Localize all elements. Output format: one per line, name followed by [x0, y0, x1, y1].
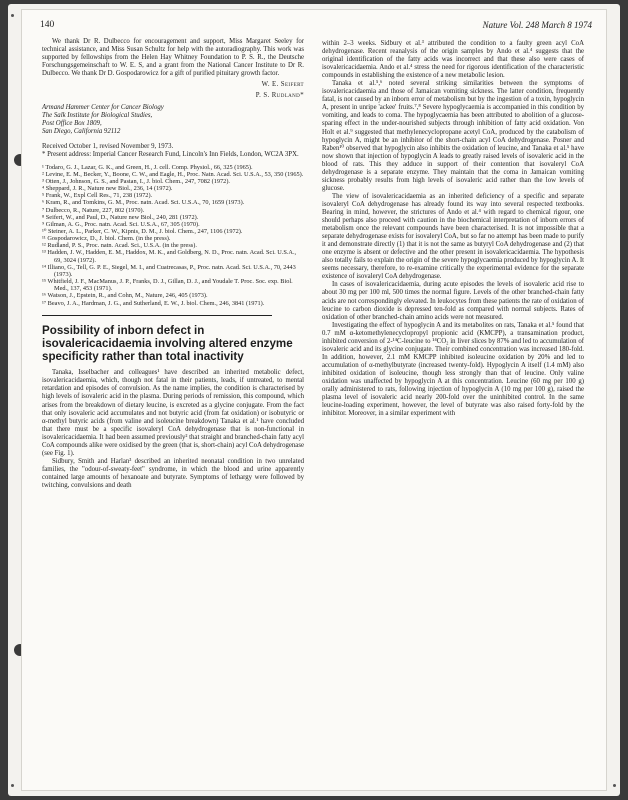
reference-item: ¹⁵ Whitfield, J. F., MacManus, J. P., Franks, D. J., Gillan, D. J., and Youdale T. Proc. Soc. exp. Biol. Med., 137, 453 (1971). — [42, 278, 293, 293]
reference-item: ¹⁰ Steiner, A. L., Parker, C. W., Kipnis, D. M., J. biol. Chem., 247, 1106 (1972). — [42, 228, 243, 236]
reference-item: ⁶ Kram, R., and Tomkins, G. M., Proc. natn. Acad. Sci. U.S.A., 70, 1659 (1973). — [42, 199, 245, 207]
present-address-note: * Present address: Imperial Cancer Research Fund, Lincoln's Inn Fields, London, WC2A 3PX. — [42, 150, 299, 158]
right-column — [322, 40, 584, 418]
reference-item: ⁴ Sheppard, J. R., Nature new Biol., 236, 14 (1972). — [42, 185, 173, 193]
section-divider — [42, 315, 272, 316]
received-date: Received October 1, revised November 9, 1973. — [42, 142, 174, 150]
article-title: Possibility of inborn defect in isovalericacidaemia involving altered enzyme specificity rather than total inactivity — [42, 323, 293, 364]
reference-item: ⁸ Seifert, W., and Paul, D., Nature new Biol., 240, 281 (1972). — [42, 213, 199, 221]
reference-item: ¹¹ Gospodarowicz, D., J. biol. Chem. (in the press). — [42, 235, 171, 243]
page-number: 140 — [40, 20, 55, 30]
reference-item: ¹⁶ Watson, J., Epstein, R., and Cohn, M., Nature, 246, 405 (1973). — [42, 292, 208, 300]
author-signature: W. E. Seifert — [261, 81, 304, 89]
scanned-sheet — [8, 4, 620, 796]
address-line: The Salk Institute for Biological Studies, — [42, 112, 153, 120]
left-column — [42, 38, 304, 490]
reference-item: ¹⁴ Illiano, G., Tell, G. P. E., Siegel, M. I., and Cuatrecasas, P., Proc. natn. Acad. Sci. U.S.A., 70, 2443 (1973). — [42, 263, 296, 278]
reference-item: ¹² Rudland, P. S., Proc. natn. Acad. Sci., U.S.A. (in the press). — [42, 242, 197, 250]
corner-mark — [11, 784, 14, 787]
address-line: San Diego, California 92112 — [42, 128, 121, 136]
journal-page — [22, 10, 606, 790]
corner-mark — [11, 14, 14, 17]
article-paragraph: Tanaka et al.⁵,⁶ noted several striking similarities between the symptoms of isovalericacidaemia and those of Jamaican vomiting sickness. The latter condition, frequently fatal, is not caused by an inborn error of metabolism but by the ingestion of a toxin, hypoglycin A, present in unripe 'ackee' fruits.⁷,⁸ Severe hypoglycaemia is accompanied in this condition by vomiting, and leads to coma. The hypoglycaemia has been attributed to abolition of a glucose-sparing effect in the under-nourished subjects through inhibition of fatty acid oxidation. Von Holt et al.⁹ suggested that methylenecyclopropane acetyl CoA, produced by the catabolism of hypoglycin A, might be an inhibitor of the short-chain acyl CoA dehydrogenase. Posner and Raben¹⁰ observed that hypoglycin also inhibits the oxidation of leucine, and Tanaka et al.⁵ have now shown that injection of hypoglycin A leads to greatly raised levels of isovaleric acid in the blood of rats. This they adduce in support of their contention that isovaleryl CoA dehydrogenase is a separate enzyme. They maintain that the coma in Jamaican vomiting sickness probably results from high levels of isovaleric acid rather than the low levels of glucose. — [322, 80, 584, 192]
address-line: Armand Hammer Center for Cancer Biology — [42, 104, 164, 112]
author-signature: P. S. Rudland* — [255, 92, 304, 100]
reference-item: ³ Otten, J., Johnson, G. S., and Pastan, I., J. biol. Chem., 247, 7082 (1972). — [42, 177, 230, 185]
reference-item: ² Levine, E. M., Becker, Y., Boone, C. W., and Eagle, H., Proc. Natn. Acad. Sci. U.S.A., 53, 350 (1965). — [42, 170, 304, 178]
reference-item: ⁹ Gilman, A. G., Proc. natn. Acad. Sci. U.S.A., 67, 305 (1970). — [42, 220, 200, 228]
article-paragraph: Sidbury, Smith and Harlan³ described an inherited neonatal condition in two unrelated families, the "odour-of-sweaty-feet" syndrome, in which the blood and urine apparently contained large amounts of hexanoate and butyrate. Symptoms of lethargy were followed by twitching, convulsions and death — [42, 457, 304, 489]
corner-mark — [613, 784, 616, 787]
acknowledgement-paragraph: We thank Dr R. Dulbecco for encouragement and support, Miss Margaret Seeley for technical assistance, and Miss Susan Schultz for help with the autoradiography. This work was supported by fellowships from the Helen Hay Whitney Foundation to P. S. R., the Deutsche Forschungsgemeinschaft to W. E. S, and a grant from the National Cancer Institute to Dr R. Dulbecco. We thank Dr D. Gospodarowicz for a gift of purified pituitary growth factor. — [42, 38, 304, 78]
reference-list — [42, 164, 304, 307]
reference-item: ¹⁷ Beavo, J. A., Hardman, J. G., and Sutherland, E. W., J. biol. Chem., 246, 3841 (1971). — [42, 299, 265, 307]
reference-item: ⁷ Dulbecco, R., Nature, 227, 802 (1970). — [42, 206, 145, 214]
address-line: Post Office Box 1809, — [42, 120, 102, 128]
article-paragraph: Tanaka, Isselbacher and colleagues¹ have described an inherited metabolic defect, isovalericacidaemia, which, though not fatal in their patients, leads, if untreated, to mental retardation and episodes of convulsion. As the name implies, the condition is characterised by high levels of isovaleric acid in the plasma. During periods of remission, this compound, which arises from the breakdown of dietary leucine, is excreted as a glycine conjugate. From the fact that only isovaleric acid accumulates and not butyric acid (from fat oxidation) or isobutyric or α-methyl butyric acids (from valine and isoleucine breakdown) Tanaka et al.¹ have concluded that there must be a specific isovaleryl CoA dehydrogenase that is non-functional in isovalericacidaemia. It had been assumed previously² that straight and branched-chain fatty acyl CoA compounds alike were oxidised by the green (that is, short-chain) acyl CoA dehydrogenase (see Fig. 1). — [42, 369, 304, 457]
reference-item: ¹ Todaro, G. J., Lazar, G. K., and Green, H., J. cell. Comp. Physiol., 66, 325 (1965). — [42, 163, 253, 171]
reference-item: ⁵ Frank, W., Expl Cell Res., 71, 238 (1972). — [42, 192, 153, 200]
article-paragraph: In cases of isovalericacidaemia, during acute episodes the levels of isovaleric acid rise to about 30 mg per 100 ml, 500 times the normal figure. Levels of the other branched-chain fatty acids are not correspondingly elevated. In leukocytes from these patients the rate of oxidation of leucine to carbon dioxide is depressed ten-fold as compared with normal subjects. Rates of oxidation of other branched-chain amino acids were not measured. — [322, 281, 584, 321]
article-paragraph: within 2–3 weeks. Sidbury et al.³ attributed the condition to a faulty green acyl CoA dehydrogenase. Recent reanalysis of the origin samples by Ando et al.⁴ suggests that the original identification of the fatty acids was incorrect and that these also were cases of isovalericacidaemia. Ando et al.⁴ stress the need for rigorous identification of the characteristic compounds in establishing the existence of a new metabolic lesion. — [322, 40, 584, 80]
article-paragraph: Investigating the effect of hypoglycin A and its metabolites on rats, Tanaka et al.⁵ found that 0.7 mM α-ketomethylenecyclopropyl propionic acid (KMCPP), a transamination product, inhibited conversion of 2-¹⁴C-leucine to ¹⁴CO₂ in liver slices by 87% and led to accumulation of isovaleric acid and its glycine conjugate. Their combined concentration was increased 180-fold. In addition, however, 2.1 mM KMCPP inhibited isoleucine oxidation by 20% and led to accumulation of α-methylbutyrate (increased twenty-fold). Hypoglycin A itself (1.4 mM) also inhibited oxidation of isoleucine, though less strongly than that of leucine. Only valine oxidation was unaffected by hypoglycin A at this concentration. Leucine (60 mg per 100 g) orally administered to rats, following injection of hypoglycin A (10 mg per 100 g), raised the plasma level of isovaleric acid nearly 200-fold over the uninhibited control. In the same leucine-loading experiment, however, the level of butyrate was also raised forty-fold by the inhibitor. Moreover, in a similar experiment with — [322, 321, 584, 418]
article-paragraph: The view of isovalericacidaemia as an inherited deficiency of a specific and separate isovaleryl CoA dehydrogenase has already found its way into several respected textbooks. Bearing in mind, however, the strictures of Ando et al.⁴ with regard to chemical rigour, one should perhaps also proceed with caution in the biochemical interpretation of inborn errors of metabolism once the relevant compounds have been characterised. It is not impossible that a separate dehydrogenase exists for isovaleryl CoA, but so far no attempt has been made to purify it and demonstrate directly (1) that it is not the same as butyryl CoA dehydrogenase and (2) that one enzyme is absent or defective and the other present in isovalericacidaemia. The hypothesis also totally fails to explain the origin of the severe hypoglycaemia produced by hypoglycin A. It seems necessary, therefore, to re-examine critically the experimental evidence for the separate existence of isovaleryl CoA dehydrogenase. — [322, 192, 584, 281]
reference-item: ¹³ Hadden, J. W., Hadden, E. M., Haddox, M. K., and Goldberg, N. D., Proc. natn. Acad. Sci. U.S.A., 69, 3024 (1972). — [42, 249, 297, 264]
running-head: Nature Vol. 248 March 8 1974 — [482, 20, 592, 30]
author-address — [42, 104, 304, 136]
